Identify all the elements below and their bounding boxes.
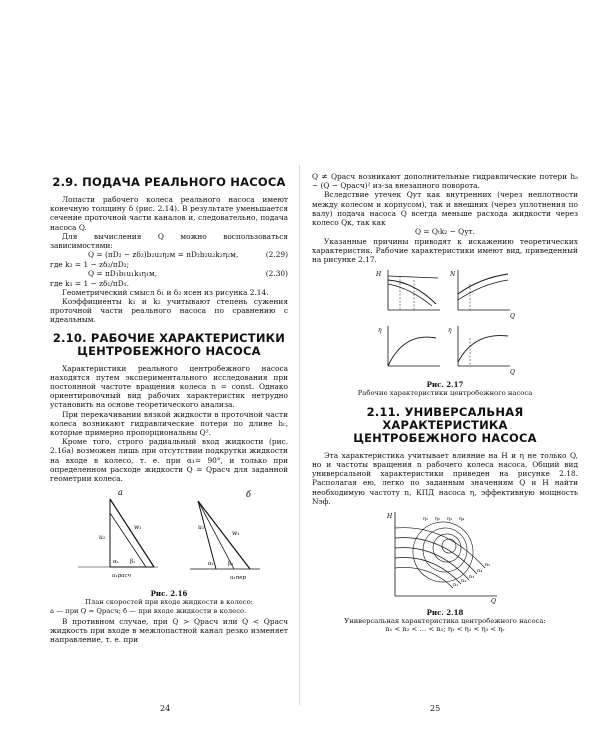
svg-text:u₁: u₁ [99,534,106,542]
section-2-11-title: 2.11. УНИВЕРСАЛЬНАЯ ХАРАКТЕРИСТИКА ЦЕНТРОБЕЖНОГО НАСОСА [353,404,537,445]
label-b: б [246,490,251,500]
svg-text:n₁: n₁ [453,582,459,589]
velocity-diagram [50,485,288,585]
svg-text:β₁: β₁ [130,559,136,566]
paragraph: Лопасти рабочего колеса реального насоса имеют конечную толщину δ (рис. 2.14). В результате уменьшается сечение проточной части каналов и, следовательно, подача насоса Q. [50,195,288,232]
svg-text:Q: Q [510,313,515,321]
paragraph: Вследствие утечек Qут как внутренних (через неплотности между колесом и корпусом), так и внешних (через уплотнения по валу) подача насоса Q всегда меньше расхода жидкости через колесо Qк, так как [312,190,578,228]
paragraph: Эта характеристика учитывает влияние на H и η не только Q, но и частоты вращения n рабочего колеса насоса. Общий вид универсальной характеристики приведен на рисунке 2.18. Располагая ею, легко по заданным значениям Q и H найти необходимую частоту n, КПД насоса η, эффективную мощность Nэф. [312,450,578,506]
svg-text:n₃: n₃ [469,574,475,581]
svg-text:n₂: n₂ [461,578,467,585]
svg-text:η₄: η₄ [459,516,464,523]
svg-text:α₁: α₁ [113,559,119,566]
figure-caption: а — при Q = Qрасч; б — при входе жидкости в колесо. [50,606,247,615]
working-characteristics-chart [370,266,520,376]
figure-caption: План скоростей при входе жидкости в колесо: [85,598,253,607]
paragraph: Кроме того, строго радиальный вход жидкости (рис. 2.16а) возможен лишь при отсутствии подкрутки жидкости на входе в колесо, т. е. при α₁= 90°, и только при определенном расходе жидкости Q = Qрасч для заданной геометрии колеса. [50,437,288,484]
svg-text:w₁: w₁ [232,530,240,538]
svg-text:w₁: w₁ [134,524,142,532]
figure-caption: Универсальная характеристика центробежного насоса: [344,617,546,626]
label-a: а [118,488,123,498]
paragraph: Геометрический смысл δ₁ и δ₂ ясен из рисунка 2.14. [62,287,269,297]
svg-text:η: η [378,327,382,335]
svg-text:u₁: u₁ [198,524,205,532]
figure-2-18 [312,508,578,634]
paragraph: Q ≠ Qрасч возникают дополнительные гидравлические потери hₐ ~ (Q − Qрасч)² из-за внезапного поворота. [312,172,578,191]
page-number: 24 [160,704,171,713]
svg-text:n₄: n₄ [477,568,483,575]
svg-text:u₁расч: u₁расч [112,573,132,580]
figure-caption: Рабочие характеристики центробежного насоса [357,389,533,398]
paragraph: При перекачивании вязкой жидкости в проточной части колеса возникают гидравлические потери по длине hᵣ, которые примерно пропорциональны Q². [50,409,288,438]
page-number: 25 [430,704,441,713]
svg-text:α₁: α₁ [208,561,214,568]
equation-2-30: Q = πD₁b₁u₁k₁η₁м, (2.30) [88,269,288,279]
figure-caption-title: Рис. 2.17 [426,380,464,390]
svg-text:η₁: η₁ [423,516,428,523]
paragraph: В противном случае, при Q > Qрасч или Q < Qрасч жидкость при входе в межлопастной канал резко изменяет направление, т. е. при [50,617,288,645]
section-2-9-title: 2.9. ПОДАЧА РЕАЛЬНОГО НАСОСА [52,175,286,189]
paragraph: Характеристики реального центробежного насоса находятся путем экспериментального исследования при постоянной частоте вращения колеса n = const. Однако ориентировочный вид рабочих характеристик нетрудно установить на основе теоретического анализа. [50,363,288,410]
svg-text:β₁: β₁ [228,561,234,568]
svg-text:H: H [376,271,382,279]
figure-caption-title: Рис. 2.18 [426,608,464,618]
paragraph: Указанные причины приводят к искажению теоретических характеристик. Рабочие характеристики имеют вид, приведенный на рисунке 2.17. [312,236,578,265]
paragraph: Для вычисления Q можно воспользоваться зависимостями: [50,231,288,251]
right-page [300,0,600,750]
paragraph: где k₁ = 1 − zδ₁/πD₁. [50,278,129,288]
paragraph: Коэффициенты k₁ и k₂ учитывают степень сужения проточной части реального насоса по сравнению с идеальным. [50,297,288,325]
svg-text:n₅: n₅ [485,562,491,569]
figure-2-17 [312,266,578,397]
equation-2-29: Q = (πD₂ − zδ₂)b₂u₂η₂м = πD₂b₂u₂k₂η₂м, (2.29) [88,250,288,260]
svg-text:η₃: η₃ [447,516,452,523]
section-2-10-title: 2.10. РАБОЧИЕ ХАРАКТЕРИСТИКИ ЦЕНТРОБЕЖНОГО НАСОСА [52,330,286,358]
figure-caption-title: Рис. 2.16 [150,589,188,599]
figure-caption: n₁ < n₂ < … < n₅; η₁ < η₂ < η₃ < ηᵣ [385,625,505,634]
svg-text:H: H [387,513,393,521]
svg-text:η: η [448,327,452,335]
paragraph: где k₂ = 1 − zδ₂/πD₂; [50,259,130,269]
svg-text:N: N [450,271,456,279]
svg-text:Q: Q [491,598,496,605]
svg-text:η₂: η₂ [435,516,440,523]
equation-leak: Q = Qₜk₂ − Qут. [414,227,475,237]
svg-text:Q: Q [510,369,515,377]
svg-text:u₁пер: u₁пер [230,575,247,582]
figure-2-16 [50,485,288,615]
universal-characteristic-chart [385,508,505,604]
